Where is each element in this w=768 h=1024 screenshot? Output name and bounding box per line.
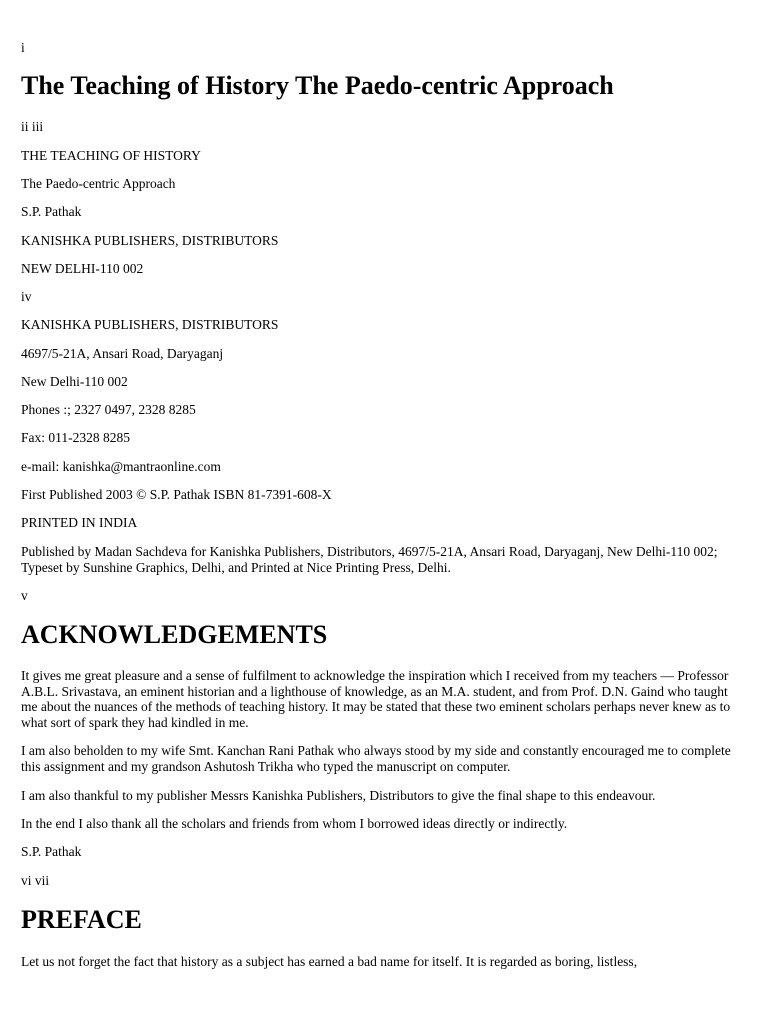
acknowledgements-paragraph-2: I am also beholden to my wife Smt. Kanchan Rani Pathak who always stood by my side and constantly encouraged me to complete this assignment and my grandson Ashutosh Trikha who typed the manuscript on computer.	[21, 743, 731, 774]
imprint-first-published: First Published 2003 © S.P. Pathak ISBN 81-7391-608-X	[21, 487, 332, 502]
acknowledgements-paragraph-4: In the end I also thank all the scholars and friends from whom I borrowed ideas directly or indirectly.	[21, 816, 568, 831]
acknowledgements-paragraph-1: It gives me great pleasure and a sense of fulfilment to acknowledge the inspiration which I received from my teachers — Professor A.B.L. Srivastava, an eminent historian and a lighthouse of knowledge, as an M.A. student, and from Prof. D.N. Gaind who taught me about the nuances of the methods of teaching history. It may be stated that these two eminent scholars perhaps never knew as to what sort of spark they had kindled in me.	[21, 668, 731, 730]
title-page-subtitle: The Paedo-centric Approach	[21, 176, 176, 191]
imprint-publisher: KANISHKA PUBLISHERS, DISTRIBUTORS	[21, 317, 279, 332]
page-marker-i: i	[21, 40, 25, 55]
acknowledgements-heading: ACKNOWLEDGEMENTS	[21, 620, 328, 649]
title-page-author: S.P. Pathak	[21, 204, 82, 219]
preface-first-line: Let us not forget the fact that history as a subject has earned a bad name for itself. It is regarded as boring, listless,	[21, 954, 638, 969]
acknowledgements-paragraph-3: I am also thankful to my publisher Messrs Kanishka Publishers, Distributors to give the final shape to this endeavour.	[21, 788, 656, 803]
imprint-phones: Phones :; 2327 0497, 2328 8285	[21, 402, 196, 417]
imprint-colophon: Published by Madan Sachdeva for Kanishka Publishers, Distributors, 4697/5-21A, Ansari Road, Daryaganj, New Delhi-110 002; Typeset by Sunshine Graphics, Delhi, and Printed at Nice Printing Press, Delhi.	[21, 544, 718, 575]
main-title: The Teaching of History The Paedo-centric Approach	[21, 71, 614, 100]
title-page-title: THE TEACHING OF HISTORY	[21, 148, 201, 163]
acknowledgements-signature: S.P. Pathak	[21, 844, 82, 859]
imprint-email: e-mail: kanishka@mantraonline.com	[21, 459, 221, 474]
page-marker-iv: iv	[21, 289, 32, 304]
preface-heading: PREFACE	[21, 905, 142, 934]
page-marker-v: v	[21, 588, 28, 603]
imprint-printed: PRINTED IN INDIA	[21, 515, 138, 530]
title-page-city: NEW DELHI-110 002	[21, 261, 144, 276]
imprint-city: New Delhi-110 002	[21, 374, 128, 389]
page-marker-vi-vii: vi vii	[21, 873, 50, 888]
page-marker-ii-iii: ii iii	[21, 119, 44, 134]
imprint-address: 4697/5-21A, Ansari Road, Daryaganj	[21, 346, 224, 361]
imprint-fax: Fax: 011-2328 8285	[21, 430, 130, 445]
title-page-publisher: KANISHKA PUBLISHERS, DISTRIBUTORS	[21, 233, 279, 248]
